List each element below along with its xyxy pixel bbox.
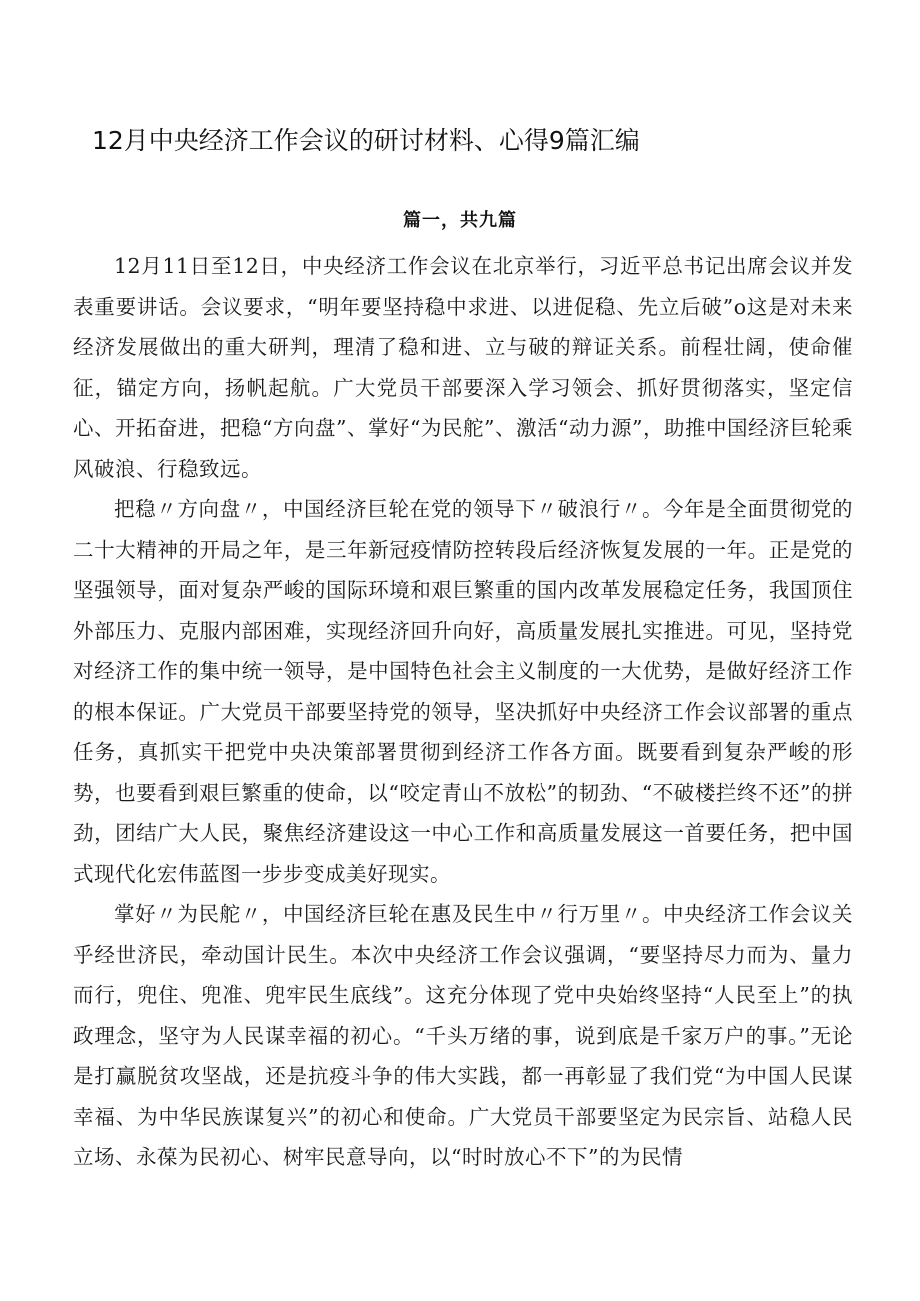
- paragraph-2: 把稳〃方向盘〃，中国经济巨轮在党的领导下〃破浪行〃。今年是全面贯彻党的二十大精神的开局之年，是三年新冠疫情防控转段后经济恢复发展的一年。正是党的坚强领导，面对复杂严峻的国际环境和艰巨繁重的国内改革发展稳定任务，我国顶住外部压力、克服内部困难，实现经济回升向好，高质量发展扎实推进。可见，坚持党对经济工作的集中统一领导，是中国特色社会主义制度的一大优势，是做好经济工作的根本保证。广大党员干部要坚持党的领导，坚决抓好中央经济工作会议部署的重点任务，真抓实干把党中央决策部署贯彻到经济工作各方面。既要看到复杂严峻的形势，也要看到艰巨繁重的使命，以“咬定青山不放松”的韧劲、“不破楼拦终不还”的拼劲，团结广大人民，聚焦经济建设这一中心工作和高质量发展这一首要任务，把中国式现代化宏伟蓝图一步步变成美好现实。: [73, 497, 853, 886]
- paragraph-1: 12月11日至12日，中央经济工作会议在北京举行，习近平总书记出席会议并发表重要讲话。会议要求，“明年要坚持稳中求进、以进促稳、先立后破”o这是对未来经济发展做出的重大研判，理清了稳和进、立与破的辩证关系。前程壮阔，使命催征，锚定方向，扬帆起航。广大党员干部要深入学习领会、抓好贯彻落实，坚定信心、开拓奋进，把稳“方向盘”、掌好“为民舵”、激活“动力源”，助推中国经济巨轮乘风破浪、行稳致远。: [73, 254, 853, 481]
- paragraph-3: 掌好〃为民舵〃，中国经济巨轮在惠及民生中〃行万里〃。中央经济工作会议关乎经世济民，牵动国计民生。本次中央经济工作会议强调，“要坚持尽力而为、量力而行，兜住、兜准、兜牢民生底线”。这充分体现了党中央始终坚持“人民至上”的执政理念，坚守为人民谋幸福的初心。“千头万绪的事，说到底是千家万户的事。”无论是打赢脱贫攻坚战，还是抗疫斗争的伟大实践，都一再彰显了我们党“为中国人民谋幸福、为中华民族谋复兴”的初心和使命。广大党员干部要坚定为民宗旨、站稳人民立场、永葆为民初心、树牢民意导向，以“时时放心不下”的为民情: [73, 902, 853, 1169]
- document-body: [73, 246, 853, 1178]
- section-heading: 篇一，共九篇: [403, 210, 517, 231]
- document-title: 12月中央经济工作会议的研讨材料、心得9篇汇编: [92, 126, 640, 155]
